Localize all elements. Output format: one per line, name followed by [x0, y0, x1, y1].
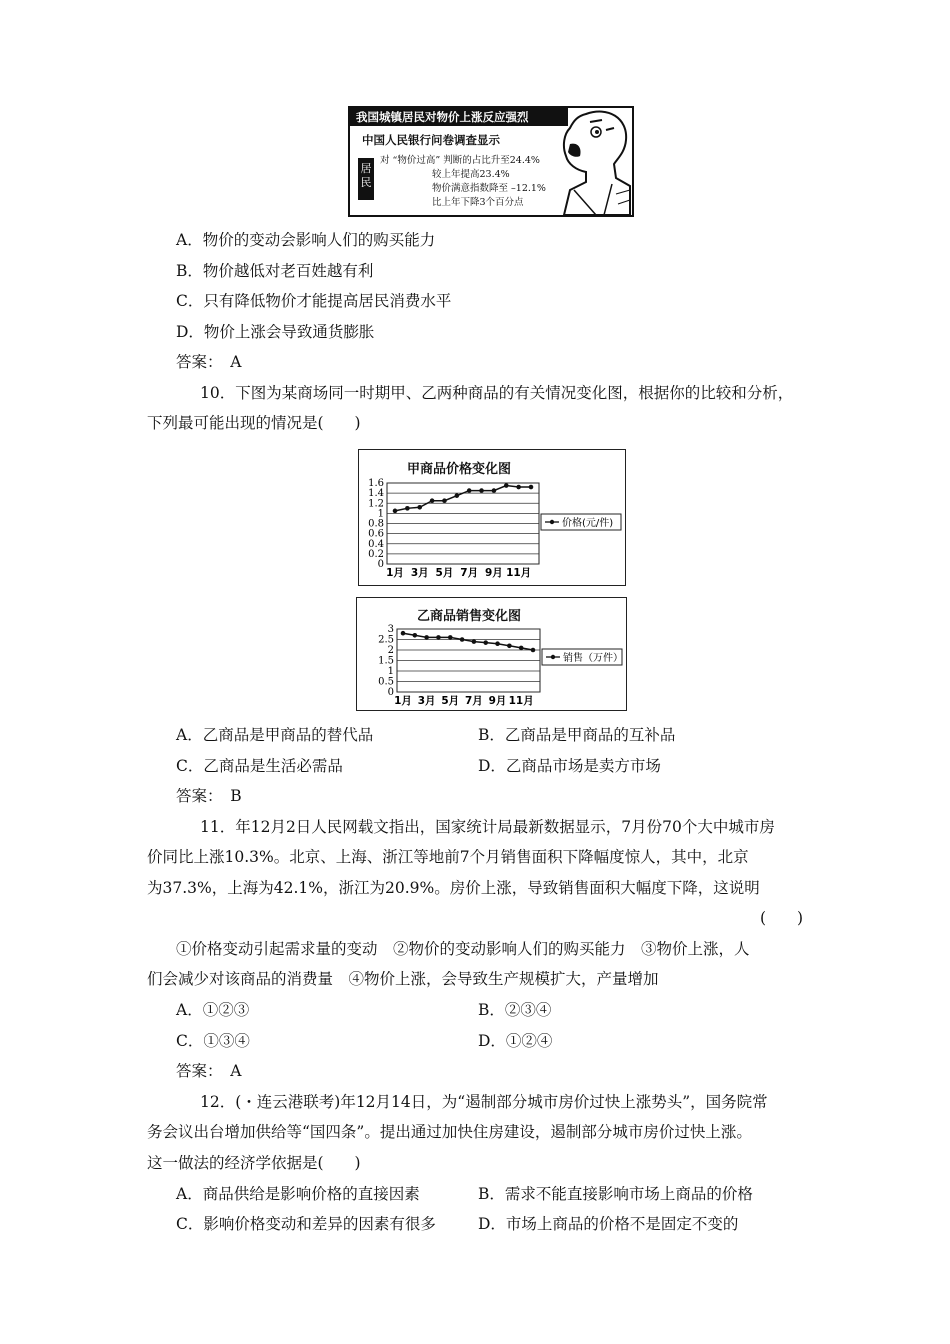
data-point [448, 635, 453, 640]
q12-stem-line: 这一做法的经济学依据是( ) [147, 1154, 361, 1172]
data-point [413, 633, 418, 638]
y-tick-label: 0.2 [368, 548, 384, 560]
x-tick-label: 3月 [410, 567, 429, 579]
data-point [531, 648, 536, 653]
sales-chart-title: 乙商品销售变化图 [417, 609, 522, 624]
y-tick-label: 1 [387, 666, 394, 677]
q11-option-d: D．①②④ [478, 1032, 553, 1050]
q11-statements-line: 们会减少对该商品的消费量 ④物价上涨，会导致生产规模扩大，产量增加 [147, 970, 659, 988]
q11-option-b: B．②③④ [478, 1001, 552, 1019]
data-point [479, 488, 484, 493]
x-tick-label: 9月 [485, 567, 503, 579]
series-line [403, 633, 533, 650]
cartoon-image [348, 106, 634, 217]
y-tick-label: 0 [387, 687, 394, 698]
x-tick-label: 5月 [441, 695, 460, 707]
q9-option-b: B．物价越低对老百姓越有利 [176, 262, 374, 280]
q10-answer: 答案： B [176, 787, 242, 805]
y-tick-label: 0.8 [368, 518, 384, 530]
y-tick-label: 0 [377, 559, 384, 570]
y-tick-label: 1.2 [368, 498, 384, 510]
q11-option-a: A．①②③ [176, 1001, 250, 1019]
q11-stem-line: 为37.3%，上海为42.1%，浙江为20.9%。房价上涨，导致销售面积大幅度下降，这说明 [147, 879, 760, 897]
q10-option-d: D．乙商品市场是卖方市场 [478, 757, 661, 775]
legend-label: 价格(元/件) [562, 518, 614, 529]
data-point [529, 485, 534, 490]
data-point [430, 498, 435, 503]
price-chart [358, 449, 626, 586]
q10-option-b: B．乙商品是甲商品的互补品 [478, 726, 676, 744]
q9-option-d: D．物价上涨会导致通货膨胀 [176, 323, 375, 341]
data-point [504, 483, 509, 488]
cartoon-header: 我国城镇居民对物价上涨反应强烈 [350, 108, 568, 126]
q10-stem-line: 10．下图为某商场同一时期甲、乙两种商品的有关情况变化图，根据你的比较和分析， [200, 384, 794, 402]
x-tick-label: 3月 [417, 695, 436, 707]
q9-option-a: A．物价的变动会影响人们的购买能力 [176, 231, 436, 249]
q12-option-c: C．影响价格变动和差异的因素有很多 [176, 1215, 436, 1233]
price-chart-plot [359, 450, 625, 585]
q11-stem-line: 价同比上涨10.3%。北京、上海、浙江等地前7个月销售面积下降幅度惊人，其中，北京 [147, 848, 749, 866]
q11-option-c: C．①③④ [176, 1032, 250, 1050]
q10-option-c: C．乙商品是生活必需品 [176, 757, 343, 775]
q11-answer-blank: ( ) [760, 909, 804, 927]
x-tick-label: 9月 [488, 695, 507, 707]
data-point [467, 488, 472, 493]
x-tick-label: 1月 [394, 695, 412, 707]
price-chart-title: 甲商品价格变化图 [407, 462, 512, 477]
y-tick-label: 3 [387, 624, 394, 635]
q11-answer: 答案： A [176, 1062, 242, 1080]
cartoon-tag: 居民 [358, 158, 374, 200]
q12-stem-line: 务会议出台增加供给等“国四条”。提出通过加快住房建设，遏制部分城市房价过快上涨。 [147, 1123, 752, 1141]
data-point [417, 505, 422, 510]
sales-chart [356, 597, 627, 711]
data-point [455, 493, 460, 498]
sales-chart-plot [357, 598, 626, 710]
x-tick-label: 7月 [460, 567, 479, 579]
q9-option-c: C．只有降低物价才能提高居民消费水平 [176, 292, 452, 310]
data-point [483, 640, 488, 645]
q10-option-a: A．乙商品是甲商品的替代品 [176, 726, 374, 744]
y-tick-label: 1 [377, 508, 384, 520]
x-tick-label: 5月 [435, 567, 454, 579]
q9-answer: 答案： A [176, 353, 242, 371]
y-tick-label: 1.6 [368, 478, 384, 489]
cartoon-line: 比上年下降3个百分点 [432, 197, 524, 208]
y-tick-label: 0.4 [368, 538, 384, 550]
y-tick-label: 0.5 [378, 676, 394, 688]
cartoon-line: 对 “物价过高” 判断的占比升至24.4% [380, 155, 540, 166]
data-point [495, 641, 500, 646]
cartoon-line: 较上年提高23.4% [432, 169, 510, 180]
data-point [516, 485, 521, 490]
cartoon-line: 物价满意指数降至 –12.1% [432, 183, 546, 194]
q12-option-a: A．商品供给是影响价格的直接因素 [176, 1185, 420, 1203]
data-point [393, 509, 398, 514]
q12-option-b: B．需求不能直接影响市场上商品的价格 [478, 1185, 753, 1203]
data-point [492, 488, 497, 493]
y-tick-label: 2.5 [378, 634, 394, 646]
data-point [507, 644, 512, 649]
x-tick-label: 1月 [386, 567, 404, 579]
data-point [442, 498, 447, 503]
x-tick-label: 11月 [506, 567, 532, 579]
data-point [436, 635, 441, 640]
data-point [401, 631, 406, 636]
y-tick-label: 0.6 [368, 528, 384, 540]
q10-stem-line: 下列最可能出现的情况是( ) [147, 414, 361, 432]
q12-stem-line: 12．(・连云港联考)年12月14日，为“遏制部分城市房价过快上涨势头”，国务院常 [200, 1093, 768, 1111]
data-point [472, 639, 477, 644]
x-tick-label: 11月 [508, 695, 534, 707]
x-tick-label: 7月 [465, 695, 483, 707]
q11-stem-line: 11．年12月2日人民网载文指出，国家统计局最新数据显示，7月份70个大中城市房 [200, 818, 775, 836]
y-tick-label: 1.5 [378, 655, 394, 667]
cartoon-subheader: 中国人民银行问卷调查显示 [362, 133, 500, 147]
data-point [460, 637, 465, 642]
legend-marker [551, 655, 555, 659]
data-point [424, 635, 429, 640]
series-line [395, 486, 531, 511]
data-point [405, 506, 410, 511]
y-tick-label: 2 [387, 645, 394, 656]
legend-marker [550, 520, 554, 524]
legend-label: 销售（万件） [563, 653, 623, 664]
q11-statements-line: ①价格变动引起需求量的变动 ②物价的变动影响人们的购买能力 ③物价上涨，人 [176, 940, 750, 958]
y-tick-label: 1.4 [368, 488, 384, 500]
shouting-man-illustration [556, 108, 632, 215]
data-point [519, 646, 524, 651]
q12-option-d: D．市场上商品的价格不是固定不变的 [478, 1215, 739, 1233]
